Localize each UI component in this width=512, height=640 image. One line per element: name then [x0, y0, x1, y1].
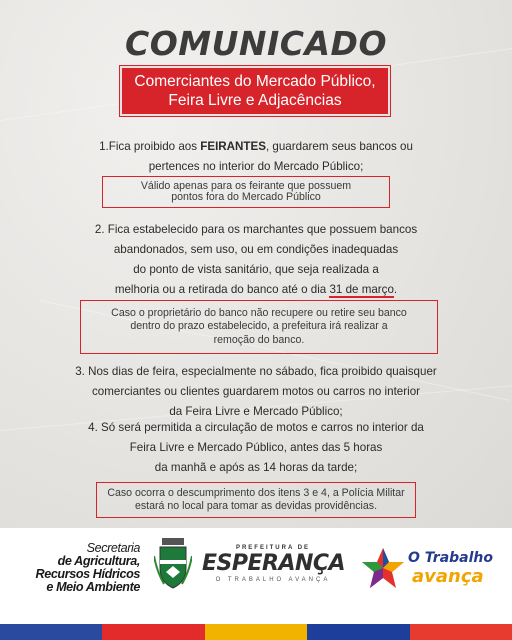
note-box-3: [96, 482, 416, 518]
slogan-line-2: avança: [412, 566, 484, 587]
note-box-1: [102, 176, 390, 208]
secretaria-logo: [30, 542, 140, 594]
secretaria-line-4: e Meio Ambiente: [46, 580, 140, 594]
rule-3: [0, 362, 512, 422]
rule-2: [0, 220, 512, 300]
rule-2-line-1: 2. Fica estabelecido para os marchantes que possuem bancos: [94, 223, 418, 236]
municipal-crest-icon: [154, 538, 192, 590]
secretaria-line-3: Recursos Hídricos: [35, 567, 140, 581]
note-3-line-1: Caso ocorra o descumprimento dos itens 3 e 4, a Polícia Militar: [107, 486, 405, 499]
prefeitura-logo: [202, 545, 344, 583]
deadline-date: 31 de março: [329, 283, 394, 296]
rule-1-line-1: 1.Fica proibido aos FEIRANTES, guardarem seus bancos ou: [99, 140, 413, 153]
rule-2-line-3: do ponto de vista sanitário, que seja realizada a: [133, 263, 379, 276]
colorful-star-icon: [360, 546, 406, 590]
note-3-line-2: estará no local para tomar as devidas providências.: [134, 500, 378, 512]
stripe: [205, 624, 307, 640]
note-1-line-2: pontos fora do Mercado Público: [171, 190, 321, 203]
stripe: [307, 624, 409, 640]
rule-3-line-3: da Feira Livre e Mercado Público;: [169, 405, 343, 418]
rule-1-line-2: pertences no interior do Mercado Público;: [148, 160, 364, 173]
rule-4-line-2: Feira Livre e Mercado Público, antes das 5 horas: [129, 441, 383, 454]
note-1-line-1: Válido apenas para os feirante que possuem: [140, 180, 352, 192]
rule-4-line-3: da manhã e após as 14 horas da tarde;: [154, 461, 358, 474]
rule-3-line-2: comerciantes ou clientes guardarem motos ou carros no interior: [92, 385, 420, 398]
rule-2-line-4: melhoria ou a retirada do banco até o dia 31 de março.: [114, 283, 398, 296]
audience-banner: [120, 66, 390, 116]
note-2-line-2: dentro do prazo estabelecido, a prefeitura irá realizar a: [130, 320, 388, 333]
color-stripes: [0, 624, 512, 640]
stripe: [0, 624, 102, 640]
rule-1: [0, 137, 512, 177]
rule-4: [0, 418, 512, 478]
slogan-line-1: O Trabalho: [408, 550, 493, 566]
rule-2-line-2: abandonados, sem uso, ou em condições inadequadas: [113, 243, 399, 256]
stripe: [102, 624, 204, 640]
secretaria-line-2: de Agricultura,: [57, 554, 140, 568]
secretaria-line-1: Secretaria: [86, 541, 140, 555]
city-name: ESPERANÇA: [202, 551, 346, 576]
banner-line-2: Feira Livre e Adjacências: [168, 92, 342, 109]
prefeitura-tagline: O TRABALHO AVANÇA: [215, 577, 331, 583]
note-2-line-1: Caso o proprietário do banco não recupere ou retire seu banco: [111, 306, 407, 319]
stripe: [410, 624, 512, 640]
rule-4-line-1: 4. Só será permitida a circulação de motos e carros no interior da: [88, 421, 424, 434]
rule-3-line-1: 3. Nos dias de feira, especialmente no sábado, fica proibido quaisquer: [75, 365, 437, 378]
page-title: COMUNICADO: [124, 24, 387, 63]
prefeitura-label: PREFEITURA DE: [235, 545, 311, 551]
banner-line-1: Comerciantes do Mercado Público,: [134, 73, 376, 90]
note-box-2: [80, 300, 438, 354]
slogan-logo: [360, 546, 493, 592]
note-2-line-3: remoção do banco.: [213, 333, 305, 346]
